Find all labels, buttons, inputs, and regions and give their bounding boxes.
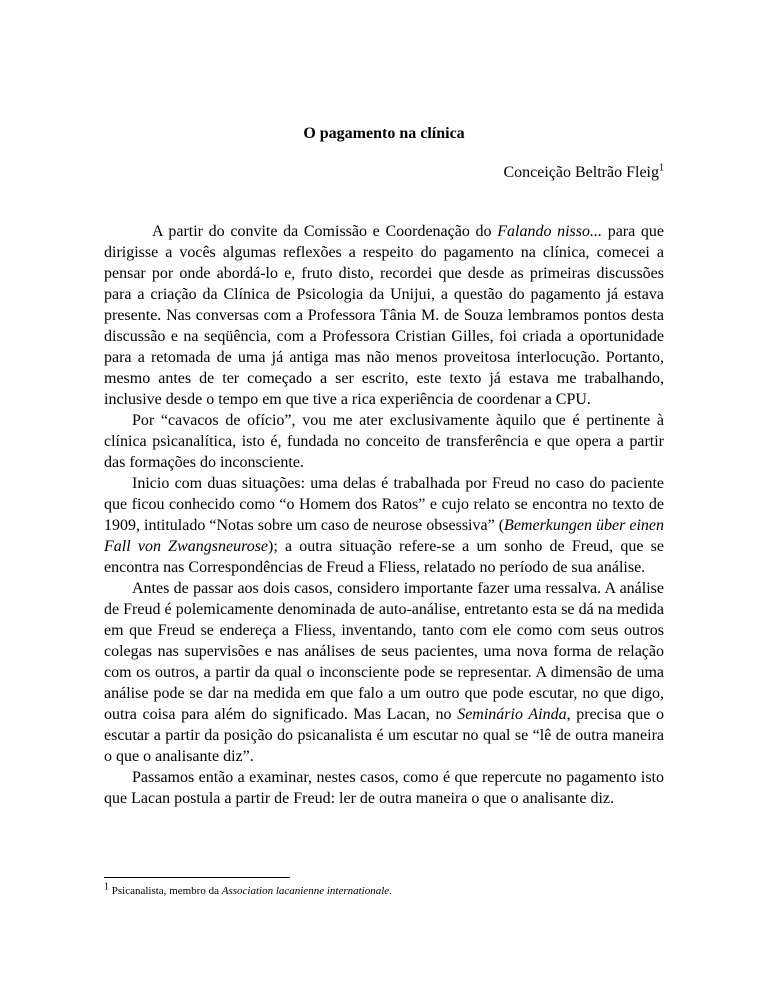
paragraph-5: [104, 767, 664, 809]
paragraph-4-text-a: Antes de passar aos dois casos, considero importante fazer uma ressalva. A análise de Freud é polemicamente denominada de auto-análise, entretanto esta se dá na medida em que Freud se endereça a Fliess, inventando, tanto com ele como com seus outros colegas nas supervisões e nas análises de seus pacientes, uma nova forma de relação com os outros, a partir da qual o inconsciente pode se representar. A dimensão de uma análise pode se dar na medida em que falo a um outro que pode escutar, no que digo, outra coisa para além do significado. Mas Lacan, no: [104, 580, 664, 723]
paragraph-2: [104, 410, 664, 473]
footnote-italic-org: Association lacanienne internationale: [221, 885, 390, 897]
paragraph-4-italic-title: Seminário Ainda: [457, 706, 567, 723]
paragraph-3: [104, 473, 664, 578]
paragraph-1-text-b: para que dirigisse a vocês algumas reflexões a respeito do pagamento na clínica, comecei a pensar por onde abordá-lo e, fruto disto, recordei que desde as primeiras discussões para a criação da Clínica de Psicologia da Unijui, a questão do pagamento já estava presente. Nas conversas com a Professora Tânia M. de Souza lembramos pontos desta discussão e na seqüência, com a Professora Cristian Gilles, foi criada a oportunidade para a retomada de uma já antiga mas não menos proveitosa interlocução. Portanto, mesmo antes de ter começado a ser escrito, este texto já estava me trabalhando, inclusive desde o tempo em que tive a rica experiência de coordenar a CPU.: [104, 223, 664, 408]
document-page: [104, 0, 664, 994]
document-title: O pagamento na clínica: [303, 125, 465, 142]
paragraph-2-text: Por “cavacos de ofício”, vou me ater exclusivamente àquilo que é pertinente à clínica psicanalítica, isto é, fundada no conceito de transferência e que opera a partir das formações do inconsciente.: [104, 412, 664, 471]
body-text: [104, 221, 664, 809]
footnote-1: [104, 881, 664, 898]
paragraph-5-text: Passamos então a examinar, nestes casos, como é que repercute no pagamento isto que Lacan postula a partir de Freud: ler de outra maneira o que o analisante diz.: [104, 769, 664, 807]
footnote-separator: [104, 877, 290, 878]
paragraph-3-text-a: Inicio com duas situações: uma delas é trabalhada por Freud no caso do paciente que ficou conhecido como “o Homem dos Ratos” e cujo relato se encontra no texto de 1909, intitulado “Notas sobre um caso de neurose obsessiva” (: [104, 475, 664, 534]
paragraph-4-text-b: , precisa que o escutar a partir da posição do psicanalista é um escutar no qual se “lê de outra maneira o que o analisante diz”.: [104, 706, 665, 765]
paragraph-3-text-b: ); a outra situação refere-se a um sonho de Freud, que se encontra nas Correspondências de Freud a Fliess, relatado no período de sua análise.: [104, 538, 665, 576]
paragraph-3-italic-title: Bemerkungen über einen Fall von Zwangsneurose: [104, 517, 665, 555]
paragraph-1-italic-title: Falando nisso...: [497, 223, 603, 240]
footnote-text-b: .: [389, 885, 392, 897]
paragraph-1: [104, 221, 664, 410]
footnote-text-a: Psicanalista, membro da: [109, 885, 222, 897]
author-line: [503, 163, 664, 183]
footnote-marker: 1: [104, 881, 109, 893]
author-name: Conceição Beltrão Fleig: [503, 164, 659, 181]
paragraph-4: [104, 578, 664, 767]
author-footnote-marker[interactable]: 1: [659, 162, 664, 174]
paragraph-1-text-a: A partir do convite da Comissão e Coordenação do: [152, 223, 498, 240]
